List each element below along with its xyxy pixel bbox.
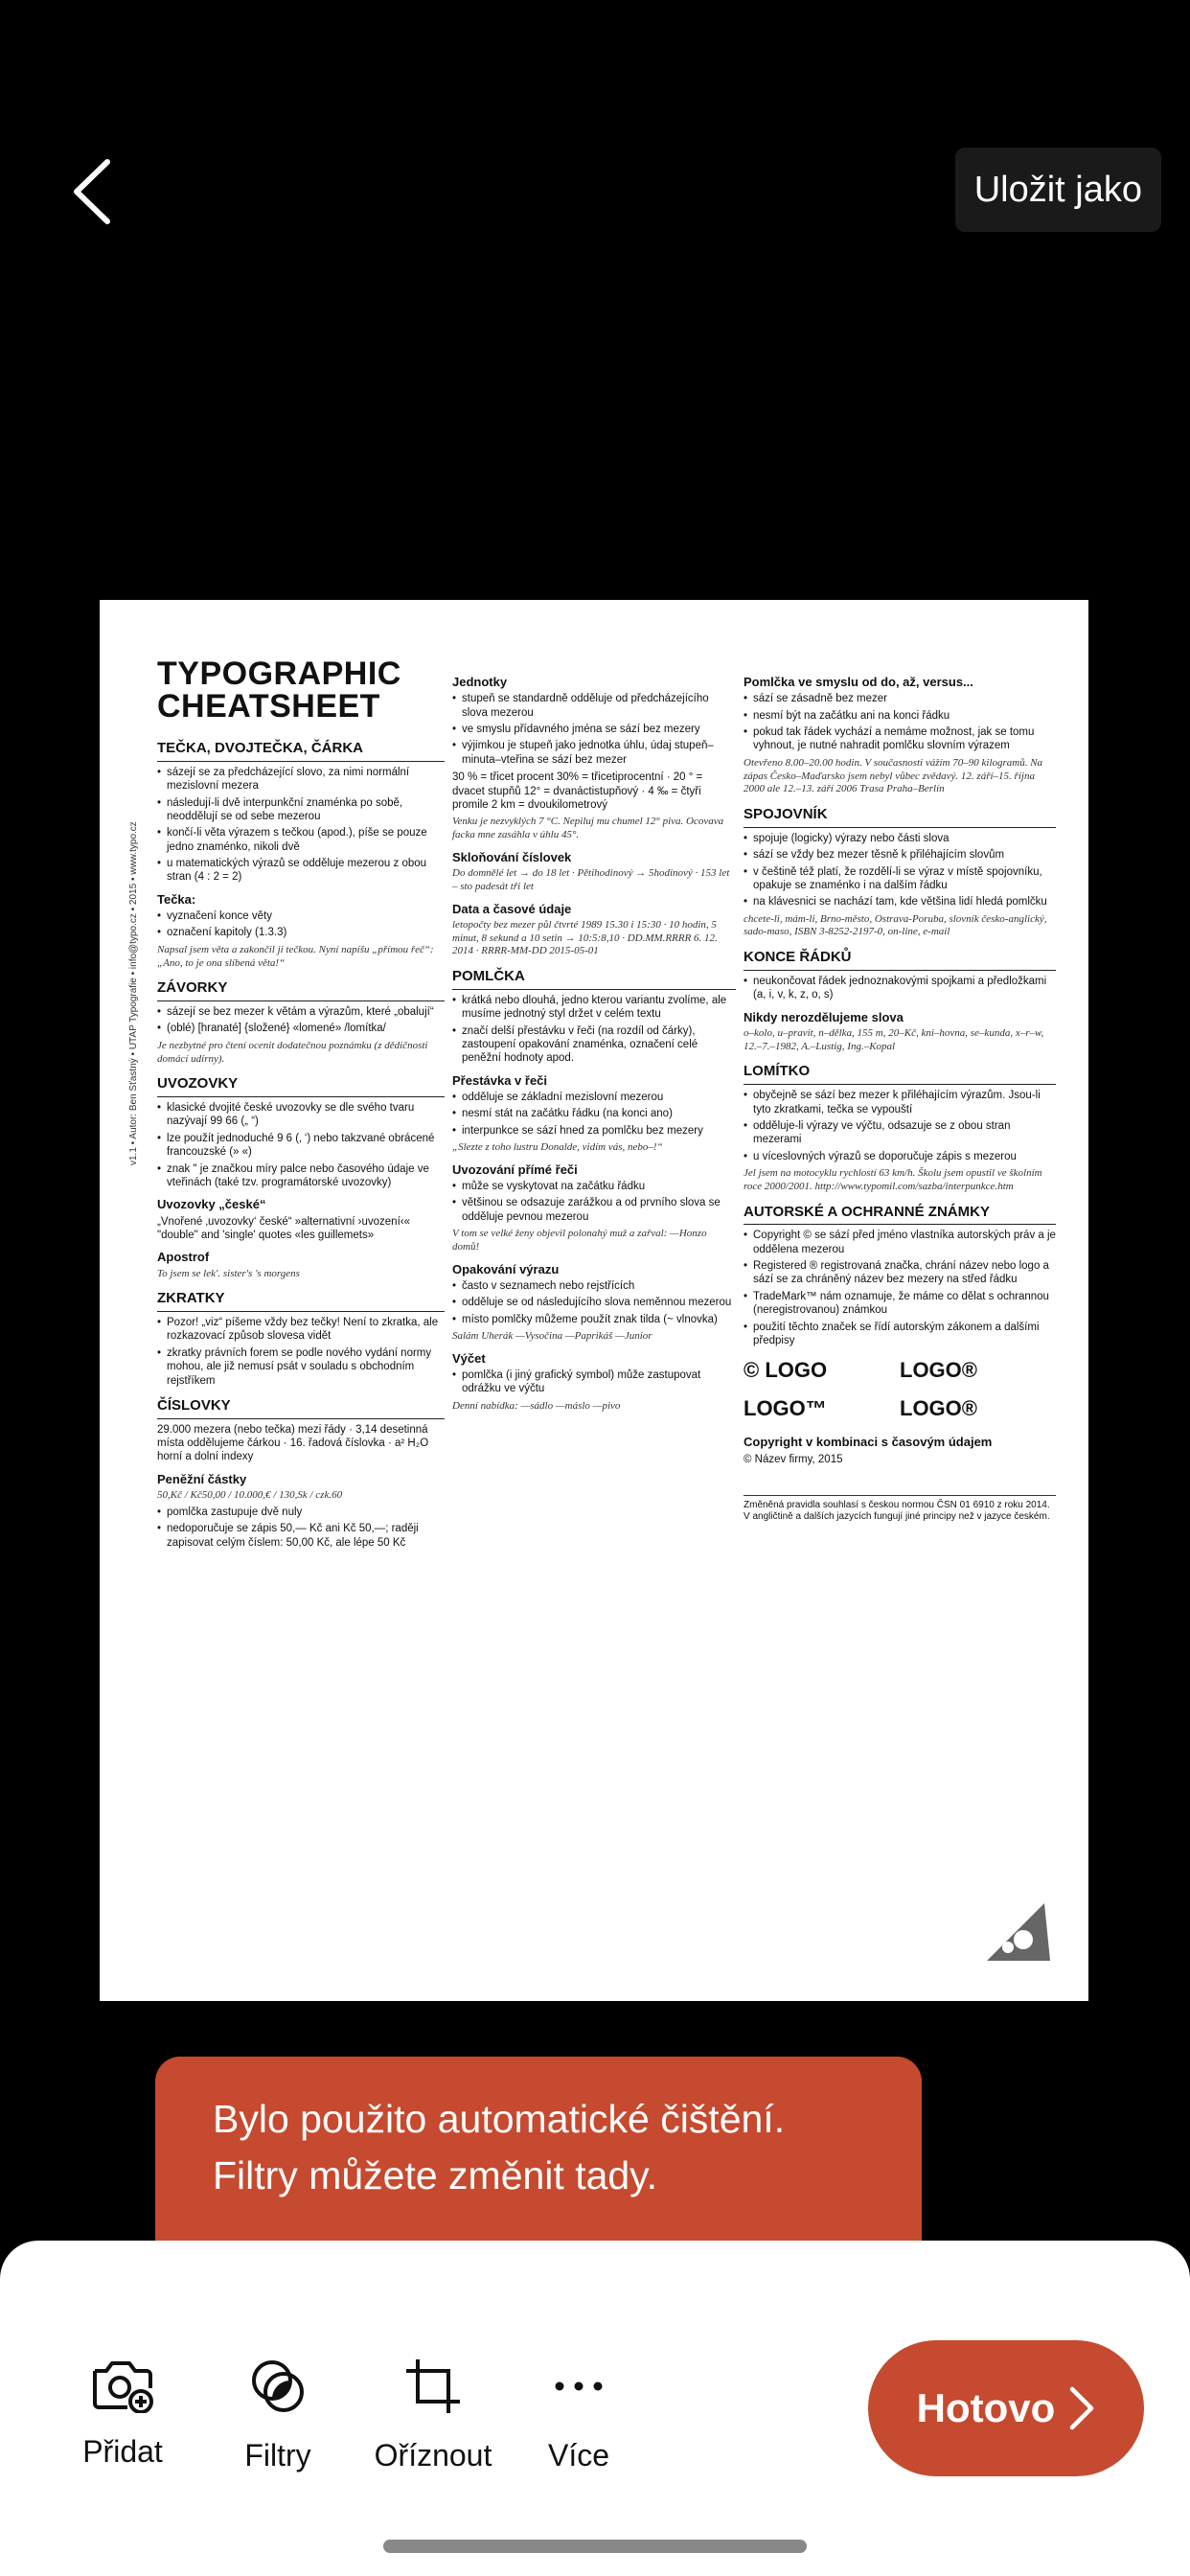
list-item: • často v seznamech nebo rejstřících (452, 1279, 736, 1293)
publisher-logo-icon (977, 1898, 1054, 1965)
list-item: • sází se zásadně bez mezer (744, 692, 1056, 705)
subheading: Opakování výrazu (452, 1261, 560, 1276)
list (157, 1316, 445, 1388)
add-button[interactable] (46, 2356, 199, 2470)
section-heading: AUTORSKÉ A OCHRANNÉ ZNÁMKY (744, 1204, 1056, 1226)
list-item: • nesmí být na začátku ani na konci řádku (744, 709, 1056, 723)
subheading: Data a časové údaje (452, 901, 572, 916)
list-item: • značí delší přestávku v řeči (na rozdíl od čárky), zastoupení opakování znaménka, označení celé peněžní hodnoty apod. (452, 1024, 736, 1066)
list (157, 1506, 445, 1550)
save-as-button[interactable] (955, 148, 1161, 232)
list-item: • interpunkce se sází hned za pomlčku bez mezery (452, 1124, 736, 1138)
document-column-1 (157, 657, 445, 1553)
document-title: TYPOGRAPHIC CHEATSHEET (157, 656, 401, 724)
list-item: • použití těchto značek se řídí autorským zákonem a dalšími předpisy (744, 1321, 1056, 1348)
more-button[interactable] (502, 2356, 655, 2473)
logo-examples (744, 1351, 1056, 1427)
list (452, 692, 736, 767)
camera-plus-icon (89, 2356, 156, 2413)
done-label: Hotovo (916, 2385, 1056, 2430)
list (157, 1005, 445, 1036)
chevron-right-icon (1068, 2385, 1095, 2431)
list-item: • obyčejně se sází bez mezer k přiléhajícím výrazům. Jsou-li tyto zkratkami, tečka se vypouští (744, 1089, 1056, 1116)
more-dots-icon (548, 2356, 609, 2417)
example-text: 30 % = třicet procent 30% = třicetiprocentní · 20 ° = dvacet stupňů 12° = dvanáctistupňový · 4 ‰ = čtyři promile 2 km = dvoukilometrový (452, 771, 703, 811)
list-item: • neukončovat řádek jednoznakovými spojkami a předložkami (a, i, v, k, z, o, s) (744, 975, 1056, 1002)
subheading: Nikdy nerozdělujeme slova (744, 1009, 904, 1024)
example-text: chcete-li, mám-li, Brno-město, Ostrava-Poruba, slovník česko-anglický, sado-maso, ISBN 3-8252-2197-0, on-line, e-mail (744, 912, 1047, 938)
subheading: Výčet (452, 1350, 486, 1366)
subheading: Přestávka v řeči (452, 1072, 548, 1088)
section-heading: KONCE ŘÁDKŮ (744, 949, 1056, 971)
list-item: • v češtině též platí, že rozdělí-li se výraz v místě spojovníku, opakuje se znaménko i na dalším řádku (744, 865, 1056, 893)
list-item: • zkratky právních forem se podle nového vydání normy mohou, ale již nemusí psát v souladu s obchodním rejstříkem (157, 1346, 445, 1388)
example-text: o–kolo, u–pravit, n–dělka, 155 m, 20–Kč, kni–hovna, se–kunda, x–r–w, 12.–7.–1982, A.–Lustig, Ing.–Kopal (744, 1026, 1044, 1052)
list (452, 1180, 736, 1224)
list-item: • pokud tak řádek vychází a nemáme možnost, jak se tomu vyhnout, je nutné nahradit pomlčku slovním výrazem (744, 725, 1056, 753)
list-item: • sází se vždy bez mezer těsně k přiléhajícím slovům (744, 848, 1056, 862)
list-item: • většinou se odsazuje zarážkou a od prvního slova se odděluje pevnou mezerou (452, 1196, 736, 1224)
section-heading: LOMÍTKO (744, 1063, 1056, 1085)
crop-label: Oříznout (374, 2438, 492, 2472)
save-as-label: Uložit jako (973, 169, 1142, 210)
example-text: „Vnořené ‚uvozovky‘ české“ »alternativní ›uvození‹« "double" and 'single' quotes «les guillemets» (157, 1215, 410, 1241)
list-item: • stupeň se standardně odděluje od předcházejícího slova mezerou (452, 692, 736, 720)
list-item: • TradeMark™ nám oznamuje, že máme co dělat s ochrannou (neregistrovanou) známkou (744, 1290, 1056, 1318)
list (452, 1279, 736, 1326)
section-heading: TEČKA, DVOJTEČKA, ČÁRKA (157, 740, 445, 762)
example-text: Denní nabídka: —sádlo —máslo —pivo (452, 1399, 621, 1412)
example-text: Do domnělé let → do 18 let · Pětihodinový → 5hodinový · 153 let – sto padesát tři let (452, 867, 730, 892)
filters-label: Filtry (244, 2438, 311, 2472)
example-text: © Název firmy, 2015 (744, 1453, 843, 1465)
example-text: 29.000 mezera (nebo tečka) mezi řády · 3,14 desetinná místa oddělujeme čárkou · 16. řadová číslovka · a² H₂O horní a dolní indexy (157, 1423, 429, 1463)
crop-button[interactable] (356, 2356, 510, 2473)
list (744, 975, 1056, 1002)
subheading: Pomlčka ve smyslu od do, až, versus... (744, 675, 973, 689)
list-item: • pomlčka zastupuje dvě nuly (157, 1506, 445, 1519)
list-item: • končí-li věta výrazem s tečkou (apod.), píše se pouze jedno znaménko, nikoli dvě (157, 826, 445, 854)
subheading: Jednotky (452, 675, 508, 689)
list-item: • spojuje (logicky) výrazy nebo části slova (744, 832, 1056, 845)
section-heading: POMLČKA (452, 968, 736, 990)
list-item: • výjimkou je stupeň jako jednotka úhlu, údaj stupeň–minuta–vteřina se sází bez mezer (452, 739, 736, 767)
list (744, 1089, 1056, 1163)
list-item: • odděluje se od následujícího slova neměnnou mezerou (452, 1296, 736, 1309)
logo-example: © LOGO (744, 1358, 828, 1383)
example-text: letopočty bez mezer půl čtvrté 1989 15.30 i 15:30 · 10 hodin, 5 minut, 8 sekund a 10 setin → 10:5:8,10 · DD.MM.RRRR 6. 12. 2014 · RRRR-MM-DD 2015-05-01 (452, 918, 718, 957)
list (744, 692, 1056, 753)
example-text: „Slezte z toho lustru Donalde, vidím vás, nebo–!“ (452, 1141, 663, 1153)
list-item: • Copyright © se sází před jméno vlastníka autorských práv a je oddělena mezerou (744, 1229, 1056, 1256)
list-item: • (oblé) [hranaté] {složené} «lomené» /lomítka/ (157, 1022, 445, 1035)
list-item: • lze použít jednoduché 9 6 (‚ ‘) nebo takzvané obrácené francouzské (» «) (157, 1132, 445, 1160)
filters-icon (247, 2356, 309, 2417)
list-item: • Registered ® registrovaná značka, chrání název nebo logo a sází se za chráněný název bez mezery na střed řádku (744, 1259, 1056, 1287)
example-text: To jsem se lek'. sister's 's morgens (157, 1267, 300, 1279)
list (744, 1229, 1056, 1347)
logo-example: LOGO™ (744, 1395, 827, 1420)
list-item: • nedoporučuje se zápis 50,— Kč ani Kč 50,—; raději zapisovat celým číslem: 50,00 Kč, ale lépe 50 Kč (157, 1522, 445, 1550)
example-text: Otevřeno 8.00–20.00 hodin. V současnosti vážím 70–90 kilogramů. Na zápas Česko–Maďarsko jsem nebyl vůbec zvědavý. 12. září–15. října 2000 ale 12.–13. září 2006 Trasa Praha–Berlín (744, 756, 1043, 795)
section-heading: ZKRATKY (157, 1290, 445, 1312)
example-text: 50,Kč / Kč50,00 / 10.000,€ / 130,Sk / czk.60 (157, 1489, 343, 1501)
logo-example: LOGO® (900, 1358, 977, 1383)
document-column-3 (744, 667, 1056, 1528)
crop-icon (402, 2356, 464, 2417)
list (452, 1368, 736, 1396)
list-item: • označení kapitoly (1.3.3) (157, 926, 445, 939)
list-item: • znak " je značkou míry palce nebo časového údaje ve vteřinách (také tzv. programátorské uvozovky) (157, 1162, 445, 1190)
logo-example: LOGO® (900, 1395, 977, 1420)
list (452, 1091, 736, 1138)
subheading: Apostrof (157, 1250, 210, 1265)
example-text: Je nezbytné pro čtení ocenit dodatečnou poznámku (z dědičnosti domácí udírny). (157, 1039, 428, 1065)
list-item: • následují-li dvě interpunkční znaménka po sobě, neoddělují se od sebe mezerou (157, 796, 445, 824)
example-text: Jel jsem na motocyklu rychlostí 63 km/h. Školu jsem opustil ve školním roce 2000/2001. http://www.typomil.com/sazba/interpunkce.htm (744, 1167, 1042, 1192)
example-text: Venku je nezvyklých 7 °C. Nepiluj mu chumel 12° piva. Ocovava facka mne zasáhla v úhlu 45°. (452, 816, 724, 840)
subheading: Peněžní částky (157, 1471, 247, 1486)
bottom-toolbar (0, 2241, 1190, 2576)
example-text: V tom se velké ženy objevil polonahý muž a zařval: —Honzo domů! (452, 1228, 707, 1253)
section-heading: UVOZOVKY (157, 1075, 445, 1097)
list-item: • u víceslovných výrazů se doporučuje zápis s mezerou (744, 1150, 1056, 1163)
subheading: Uvozování přímé řeči (452, 1162, 578, 1177)
list (157, 1101, 445, 1189)
back-button[interactable] (54, 153, 130, 230)
list (452, 994, 736, 1066)
list-item: • nesmí stát na začátku řádku (na konci ano) (452, 1107, 736, 1120)
section-heading: ČÍSLOVKY (157, 1397, 445, 1419)
list-item: • ve smyslu přídavného jména se sází bez mezery (452, 723, 736, 736)
list-item: • krátká nebo dlouhá, jedno kterou variantu zvolíme, ale musíme jednotný styl držet v celém textu (452, 994, 736, 1022)
add-label: Přidat (82, 2434, 163, 2469)
list (157, 909, 445, 940)
document-column-2 (452, 667, 736, 1416)
list-item: • u matematických výrazů se odděluje mezerou z obou stran (4 : 2 = 2) (157, 857, 445, 885)
list-item: • odděluje-li výrazy ve výčtu, odsazuje se z obou stran mezerami (744, 1119, 1056, 1147)
subheading: Tečka: (157, 891, 196, 907)
subheading: Skloňování číslovek (452, 849, 572, 864)
list-item: • sázejí se za předcházející slovo, za nimi normální mezislovní mezera (157, 766, 445, 794)
example-text: Salám Uherák —Vysočina —Paprikáš —Junior (452, 1330, 652, 1342)
filters-button[interactable] (201, 2356, 355, 2473)
list-item: • místo pomlčky můžeme použít znak tilda (~ vlnovka) (452, 1313, 736, 1326)
list-item: • pomlčka (i jiný grafický symbol) může zastupovat odrážku ve výčtu (452, 1368, 736, 1396)
more-label: Více (547, 2438, 610, 2472)
section-heading: ZÁVORKY (157, 979, 445, 1001)
list-item: • klasické dvojité české uvozovky se dle svého tvaru nazývají 99 66 („ “) (157, 1101, 445, 1129)
list-item: • Pozor! „viz“ píšeme vždy bez tečky! Není to zkratka, ale rozkazovací způsob slovesa vidět (157, 1316, 445, 1344)
list-item: • odděluje se základní mezislovní mezerou (452, 1091, 736, 1104)
list-item: • sázejí se bez mezer k větám a výrazům, které „obalují“ (157, 1005, 445, 1019)
list-item: • na klávesnici se nachází tam, kde většina lidí hledá pomlčku (744, 895, 1056, 908)
home-indicator[interactable] (383, 2540, 807, 2553)
example-text: Napsal jsem věta a zakončil ji tečkou. Nyní napíšu „přímou řeč“: „Ano, to je ona slíbená věta!“ (157, 943, 434, 969)
document-footer: Změněná pravidla souhlasí s českou normou ČSN 01 6910 z roku 2014. V angličtině a dalších jazycích fungují jiné principy než v jazyce českém. (744, 1495, 1056, 1524)
subheading: Uvozovky „české“ (157, 1197, 266, 1212)
chevron-left-icon (71, 158, 113, 225)
list (157, 766, 445, 885)
section-heading: SPOJOVNÍK (744, 806, 1056, 828)
list-item: • může se vyskytovat na začátku řádku (452, 1180, 736, 1193)
scanned-document (100, 600, 1088, 2001)
list-item: • vyznačení konce věty (157, 909, 445, 923)
subheading: Copyright v kombinaci s časovým údajem (744, 1435, 993, 1450)
list (744, 832, 1056, 909)
document-sidebar-text: v1.1 • Autor: Ben Šťastný • ÚTAP Typografie • info@typo.cz • 2015 • www.typo.cz (128, 821, 139, 1165)
tooltip-text: Bylo použito automatické čištění. Filtry můžete změnit tady. (213, 2097, 786, 2198)
done-button[interactable] (868, 2340, 1144, 2476)
